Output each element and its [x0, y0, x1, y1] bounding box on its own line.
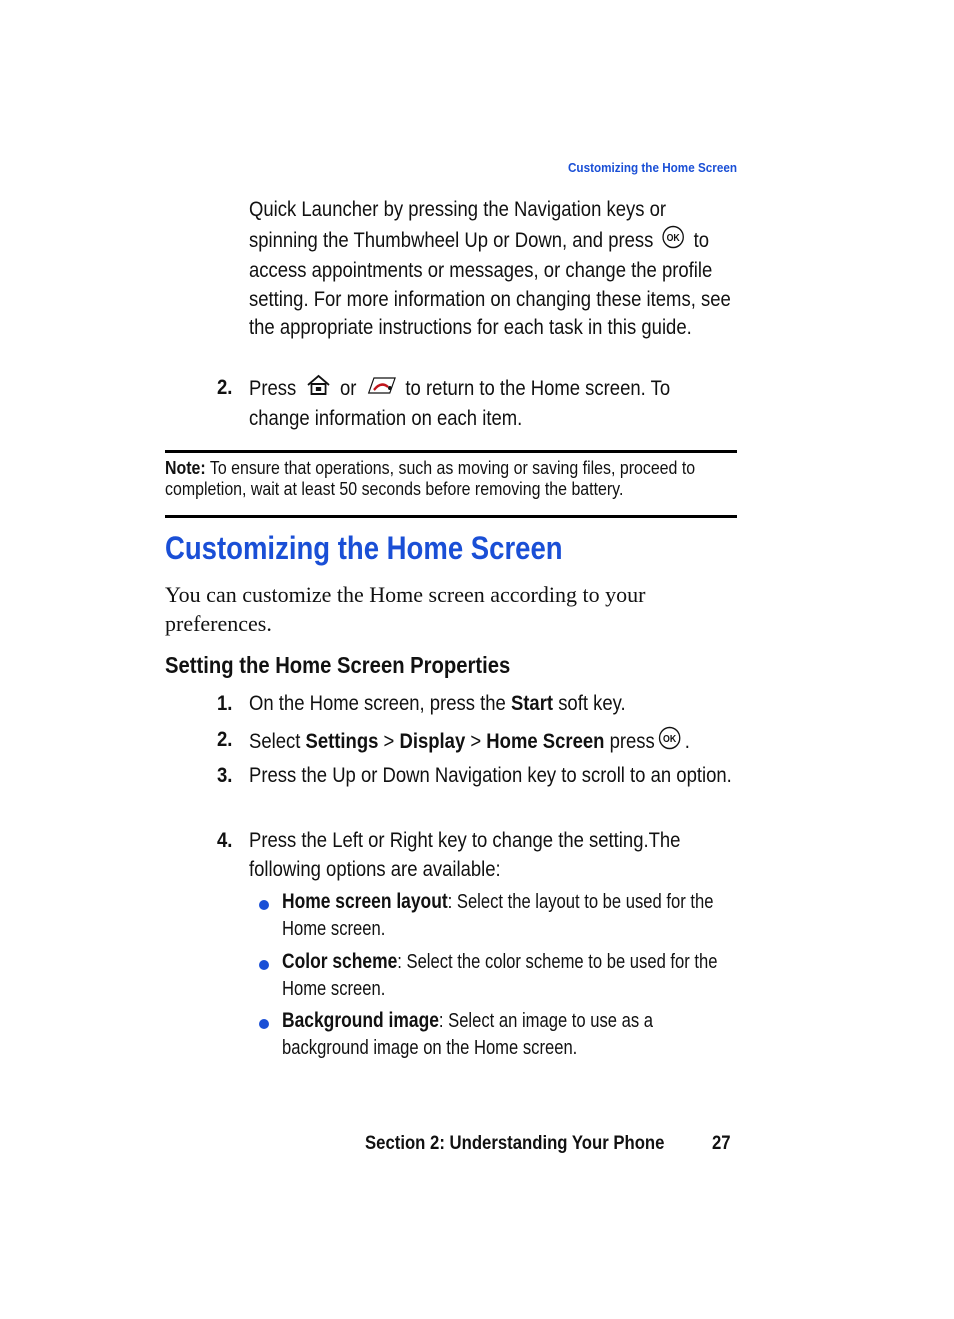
- menu-home-screen: Home Screen: [486, 729, 605, 753]
- menu-separator: >: [383, 729, 395, 753]
- svg-text:OK: OK: [663, 732, 677, 745]
- note-bottom-rule: [165, 515, 737, 518]
- start-softkey-label: Start: [510, 692, 554, 715]
- bullet-desc: : Select the color scheme to be used for the Home screen.: [282, 951, 718, 1000]
- step-press-text: Press: [249, 376, 297, 400]
- step-number: 1.: [217, 692, 233, 715]
- bullet-desc: : Select the layout to be used for the Home screen.: [282, 891, 714, 940]
- step-2-select: Select: [249, 729, 301, 753]
- note-text: To ensure that operations, such as moving or saving files, proceed to completion, wait at least 50 seconds before removing the battery.: [165, 458, 696, 499]
- step-number: 3.: [217, 764, 233, 787]
- step-or-text: or: [339, 376, 357, 400]
- bullet-icon: [259, 900, 269, 910]
- menu-display: Display: [399, 729, 466, 753]
- subsection-title: Setting the Home Screen Properties: [165, 652, 511, 678]
- end-key-icon: [365, 375, 397, 404]
- step-3: Press the Up or Down Navigation key to scroll to an option.: [249, 764, 732, 787]
- note: [165, 458, 736, 500]
- footer-section: Section 2: Understanding Your Phone: [365, 1133, 665, 1154]
- note-label: Note:: [165, 458, 206, 478]
- note-top-rule: [165, 450, 737, 453]
- step-2: [249, 726, 759, 759]
- continuation-paragraph: [249, 196, 735, 343]
- section-title: Customizing the Home Screen: [165, 530, 563, 566]
- option-background-image: [282, 1007, 680, 1062]
- step-rest-text: to return to the Home screen. To change information on each item.: [249, 376, 671, 430]
- step-1: [249, 690, 742, 719]
- bullet-icon: [259, 960, 269, 970]
- svg-text:OK: OK: [666, 231, 681, 243]
- menu-separator: >: [470, 729, 482, 753]
- home-key-icon: [305, 374, 331, 405]
- step-2-press: press: [609, 729, 655, 753]
- step-return-home: [249, 374, 735, 433]
- bullet-icon: [259, 1019, 269, 1029]
- bullet-term: Home screen layout: [282, 890, 448, 913]
- option-home-screen-layout: [282, 888, 734, 943]
- bullet-desc: : Select an image to use as a background image on the Home screen.: [282, 1010, 653, 1059]
- step-number: 2.: [217, 376, 233, 399]
- bullet-term: Background image: [282, 1009, 439, 1032]
- step-1-pre: On the Home screen, press the: [249, 692, 506, 715]
- step-2-end: .: [684, 729, 690, 753]
- page-number: 27: [712, 1133, 731, 1154]
- step-1-post: soft key.: [558, 692, 626, 715]
- running-header: Customizing the Home Screen: [567, 160, 737, 175]
- bullet-term: Color scheme: [282, 950, 398, 973]
- ok-key-icon: [662, 225, 685, 258]
- step-number: 4.: [217, 829, 233, 852]
- ok-key-icon: [658, 726, 681, 759]
- section-intro: You can customize the Home screen according to your preferences.: [165, 582, 646, 636]
- option-color-scheme: [282, 948, 734, 1003]
- continuation-text-1: Quick Launcher by pressing the Navigation keys or spinning the Thumbwheel Up or Down, and press: [249, 198, 667, 252]
- step-number: 2.: [217, 728, 233, 751]
- step-4: Press the Left or Right key to change the setting.The following options are available:: [249, 829, 681, 881]
- continuation-text-2: to access appointments or messages, or change the profile setting. For more information on changing these items, see the appropriate instructions for each task in this guide.: [249, 228, 731, 340]
- menu-settings: Settings: [305, 729, 379, 753]
